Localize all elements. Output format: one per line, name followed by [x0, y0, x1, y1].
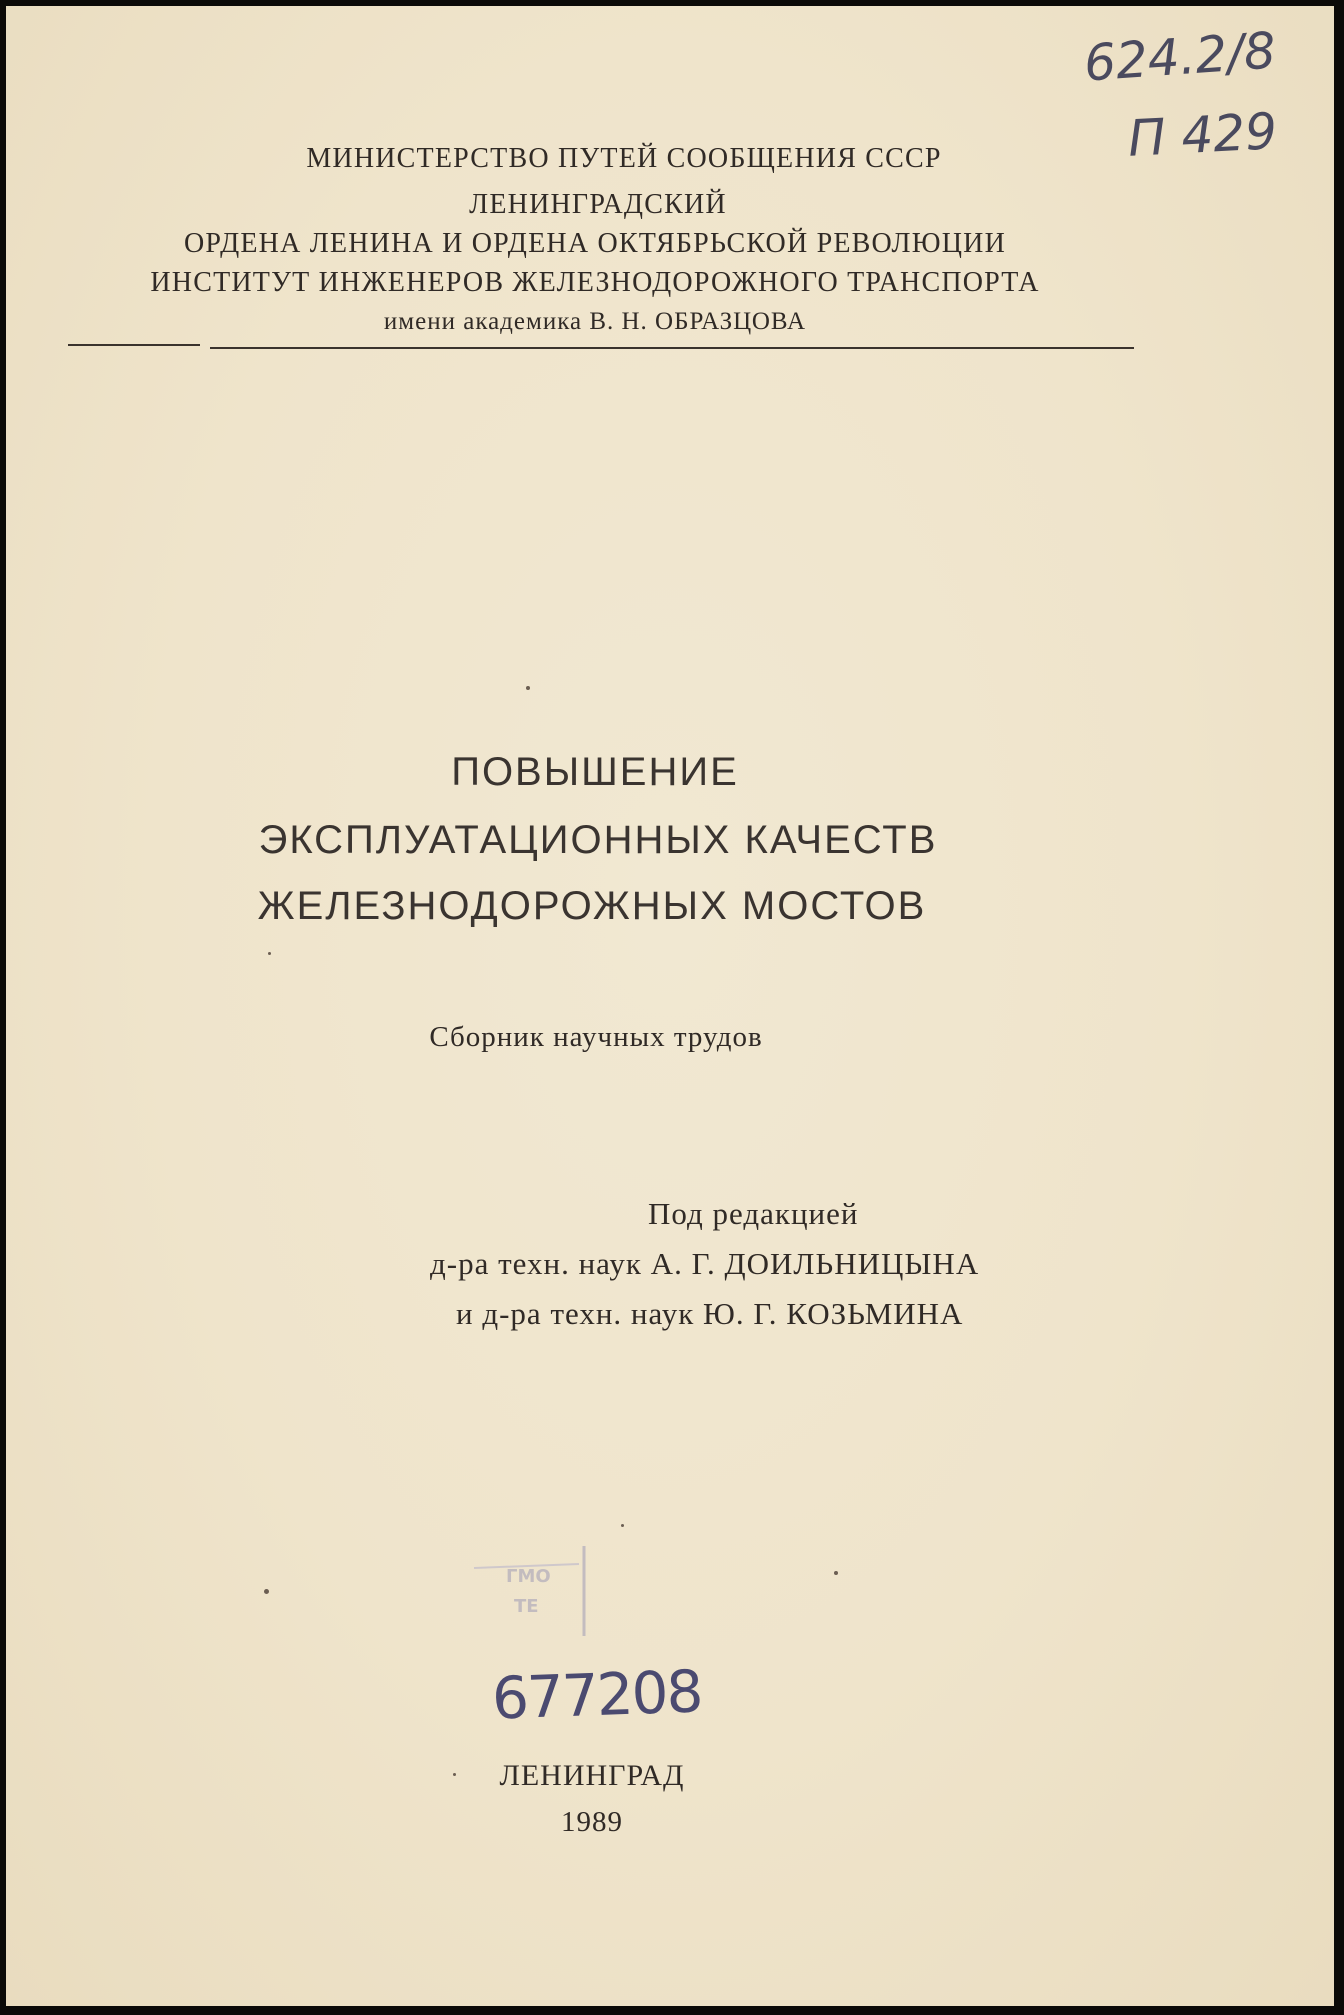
library-stamp-frame [474, 1546, 604, 1636]
paper-speck [834, 1571, 838, 1575]
paper-speck [268, 952, 271, 955]
title-line-3: ЖЕЛЕЗНОДОРОЖНЫХ МОСТОВ [257, 884, 927, 928]
paper-speck [526, 686, 530, 690]
header-rule-right [210, 347, 1134, 349]
shelfmark-classification: 624.2/8 [1082, 21, 1278, 93]
paper-speck [453, 1773, 456, 1776]
institute-heading-line-3: ИНСТИТУТ ИНЖЕНЕРОВ ЖЕЛЕЗНОДОРОЖНОГО ТРАНСПОРТА [150, 267, 1040, 298]
title-line-1: ПОВЫШЕНИЕ [451, 750, 739, 794]
inventory-number: 677208 [490, 1657, 703, 1733]
institute-heading-line-4: имени академика В. Н. ОБРАЗЦОВА [383, 308, 807, 335]
institute-heading-line-2: ОРДЕНА ЛЕНИНА И ОРДЕНА ОКТЯБРЬСКОЙ РЕВОЛЮЦИИ [183, 228, 1006, 259]
library-stamp [474, 1546, 604, 1636]
library-stamp-line-1: ГМО [506, 1566, 551, 1587]
document-page [6, 6, 1334, 2006]
imprint-year: 1989 [561, 1806, 623, 1838]
subtitle: Сборник научных трудов [429, 1021, 763, 1053]
shelfmark-author-code: П 429 [1126, 102, 1279, 168]
ministry-heading: МИНИСТЕРСТВО ПУТЕЙ СООБЩЕНИЯ СССР [306, 143, 942, 174]
paper-speck [264, 1589, 269, 1594]
institute-heading-line-1: ЛЕНИНГРАДСКИЙ [469, 189, 727, 220]
editors-intro: Под редакцией [648, 1196, 859, 1231]
header-rule-left [68, 344, 200, 346]
paper-speck [621, 1524, 624, 1527]
imprint-city: ЛЕНИНГРАД [499, 1759, 685, 1792]
library-stamp-line-2: ТЕ [514, 1596, 539, 1617]
editor-1: д-ра техн. наук А. Г. ДОИЛЬНИЦЫНА [430, 1246, 980, 1281]
title-line-2: ЭКСПЛУАТАЦИОННЫХ КАЧЕСТВ [258, 818, 938, 862]
editor-2: и д-ра техн. наук Ю. Г. КОЗЬМИНА [456, 1296, 964, 1331]
